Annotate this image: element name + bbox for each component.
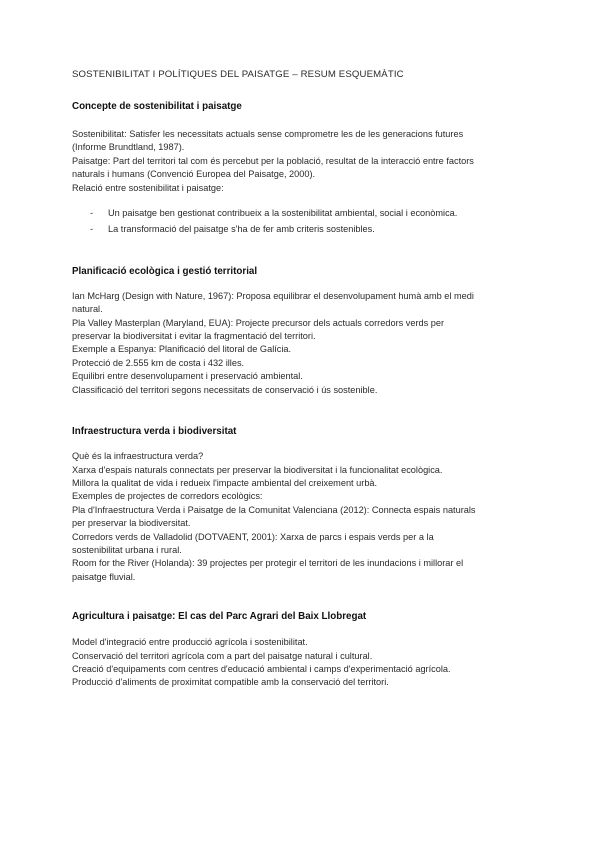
list-item: - Un paisatge ben gestionat contribueix a la sostenibilitat ambiental, social i econòmica. (72, 207, 532, 220)
text-line: Ian McHarg (Design with Nature, 1967): Proposa equilibrar el desenvolupament humà amb el medi (72, 290, 474, 301)
text-line: natural. (72, 304, 103, 315)
text-line: naturals i humans (Convenció Europea del Paisatge, 2000). (72, 169, 316, 180)
list-item: - La transformació del paisatge s'ha de fer amb criteris sostenibles. (72, 223, 532, 236)
text-line: Classificació del territori segons necessitats de conservació i ús sostenible. (72, 384, 378, 395)
text-line: paisatge fluvial. (72, 571, 136, 582)
text-line: (Informe Brundtland, 1987). (72, 142, 185, 153)
text-line: Conservació del territori agrícola com a part del paisatge natural i cultural. (72, 650, 373, 661)
text-line: Exemple a Espanya: Planificació del litoral de Galícia. (72, 344, 292, 355)
text-line: Corredors verds de Valladolid (DOTVAENT, 2001): Xarxa de parcs i espais verds per a la (72, 531, 434, 542)
text-line: Paisatge: Part del territori tal com és percebut per la població, resultat de la interacció entre factors (72, 155, 474, 166)
text-line: Pla Valley Masterplan (Maryland, EUA): Projecte precursor dels actuals corredors verds per (72, 317, 445, 328)
section-heading: Agricultura i paisatge: El cas del Parc Agrari del Baix Llobregat (72, 611, 367, 623)
dash-bullet-icon: - (90, 208, 94, 219)
document-title: SOSTENIBILITAT I POLÍTIQUES DEL PAISATGE – RESUM ESQUEMÀTIC (72, 69, 404, 80)
section-planificacio (72, 265, 532, 397)
text-line: Pla d'Infraestructura Verda i Paisatge de la Comunitat Valenciana (2012): Connecta espais naturals (72, 504, 476, 515)
text-line: Què és la infraestructura verda? (72, 451, 204, 462)
text-line: Model d'integració entre producció agrícola i sostenibilitat. (72, 637, 308, 648)
section-agricultura (72, 610, 532, 690)
text-line: Creació d'equipaments com centres d'educació ambiental i camps d'experimentació agrícola. (72, 663, 451, 674)
text-line: preservar la biodiversitat i evitar la fragmentació del territori. (72, 331, 316, 342)
section-infraestructura (72, 425, 532, 584)
section-heading: Planificació ecològica i gestió territorial (72, 265, 258, 277)
dash-bullet-icon: - (90, 224, 94, 235)
text-line: Producció d'aliments de proximitat compatible amb la conservació del territori. (72, 677, 389, 688)
section-heading: Concepte de sostenibilitat i paisatge (72, 101, 242, 112)
section-heading: Infraestructura verda i biodiversitat (72, 426, 237, 438)
text-line: Millora la qualitat de vida i redueix l'impacte ambiental del creixement urbà. (72, 477, 378, 488)
text-line: Exemples de projectes de corredors ecològics: (72, 491, 263, 502)
text-line: sostenibilitat urbana i rural. (72, 544, 182, 555)
text-line: Protecció de 2.555 km de costa i 432 illes. (72, 357, 245, 368)
text-line: Relació entre sostenibilitat i paisatge: (72, 182, 224, 193)
section-concepte (72, 100, 532, 237)
text-line: per preservar la biodiversitat. (72, 518, 191, 529)
text-line: Equilibri entre desenvolupament i preservació ambiental. (72, 371, 303, 382)
text-line: Sostenibilitat: Satisfer les necessitats actuals sense comprometre les de les generacions futures (72, 129, 464, 139)
document-page (72, 68, 532, 690)
text-line: Room for the River (Holanda): 39 projectes per protegir el territori de les inundacions i millorar el (72, 558, 464, 569)
bullet-list (72, 207, 532, 237)
text-line: Xarxa d'espais naturals connectats per preservar la biodiversitat i la funcionalitat ecològica. (72, 464, 443, 475)
